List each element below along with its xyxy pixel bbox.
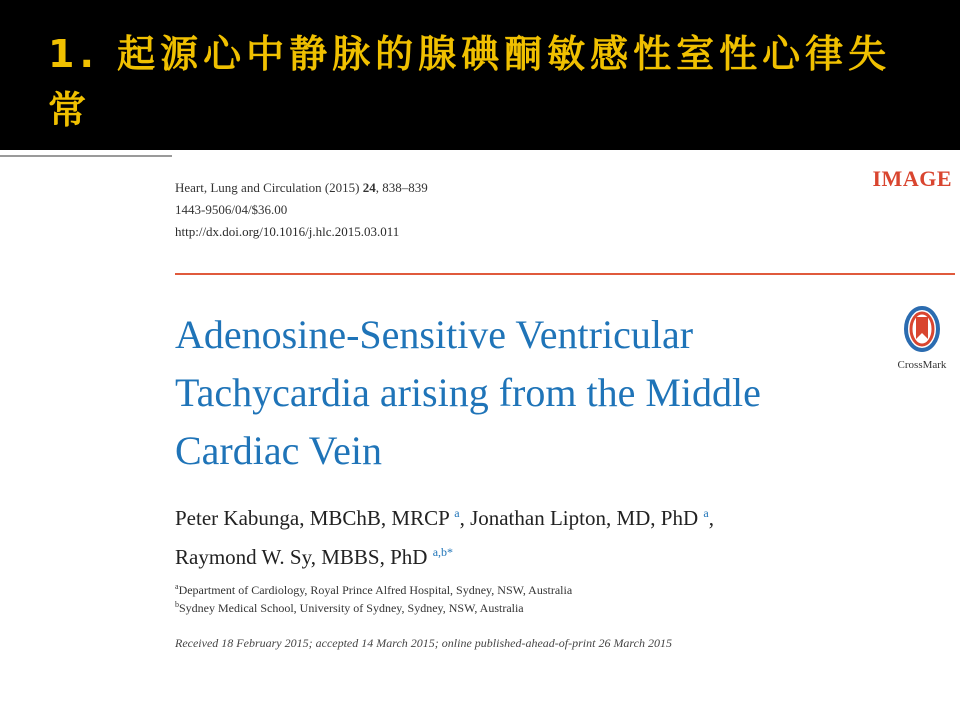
slide-divider [0,155,172,157]
author-line-2 [175,535,895,574]
author-3: Raymond W. Sy, MBBS, PhD [175,545,428,569]
affiliation-a [175,582,572,598]
author-line-1: Peter Kabunga, MBChB, MRCP $^a$, Jonathan Lipton, MD, PhD $^a$, [175,506,714,530]
section-label: IMAGE [872,166,952,191]
article-title-line-2: Tachycardia arising from the Middle [175,370,761,415]
affiliation-b-text: Sydney Medical School, University of Sydney, Sydney, NSW, Australia [179,601,524,615]
author-1: Peter Kabunga, MBChB, MRCP [175,506,449,530]
author-3-affil: a,b* [432,545,454,559]
citation-journal: Heart, Lung and Circulation (2015) [175,180,363,195]
affiliation-a-text: Department of Cardiology, Royal Prince Alfred Hospital, Sydney, NSW, Australia [178,583,573,597]
article-title [175,306,875,480]
slide-title: 1. 起源心中静脉的腺碘酮敏感性室性心律失常 [48,32,892,132]
header-rule [175,273,955,275]
article-title-line-1: Adenosine-Sensitive Ventricular [175,312,694,357]
received-dates: Received 18 February 2015; accepted 14 March 2015; online published-ahead-of-print 26 March 2015 [175,636,672,650]
affiliation-b [175,600,524,616]
issn-line: 1443-9506/04/$36.00 [175,202,288,217]
affiliation-b-marker: b [175,600,179,609]
article-title-line-3: Cardiac Vein [175,428,382,473]
crossmark-label: CrossMark [897,359,947,371]
affiliation-a-marker: a [175,582,179,591]
author-list [175,496,895,574]
crossmark-badge [892,306,952,371]
doi-link: http://dx.doi.org/10.1016/j.hlc.2015.03.011 [175,224,400,239]
citation-volume: 24 [362,180,376,195]
paper-screenshot [160,158,960,720]
author-1-affil: a [454,506,460,520]
slide-title-bar [0,0,960,150]
citation-line [175,180,428,196]
author-2: , Jonathan Lipton, MD, PhD [459,506,699,530]
crossmark-icon [904,339,940,356]
author-2-affil: a [703,506,709,520]
citation-pages: , 838–839 [375,180,428,195]
